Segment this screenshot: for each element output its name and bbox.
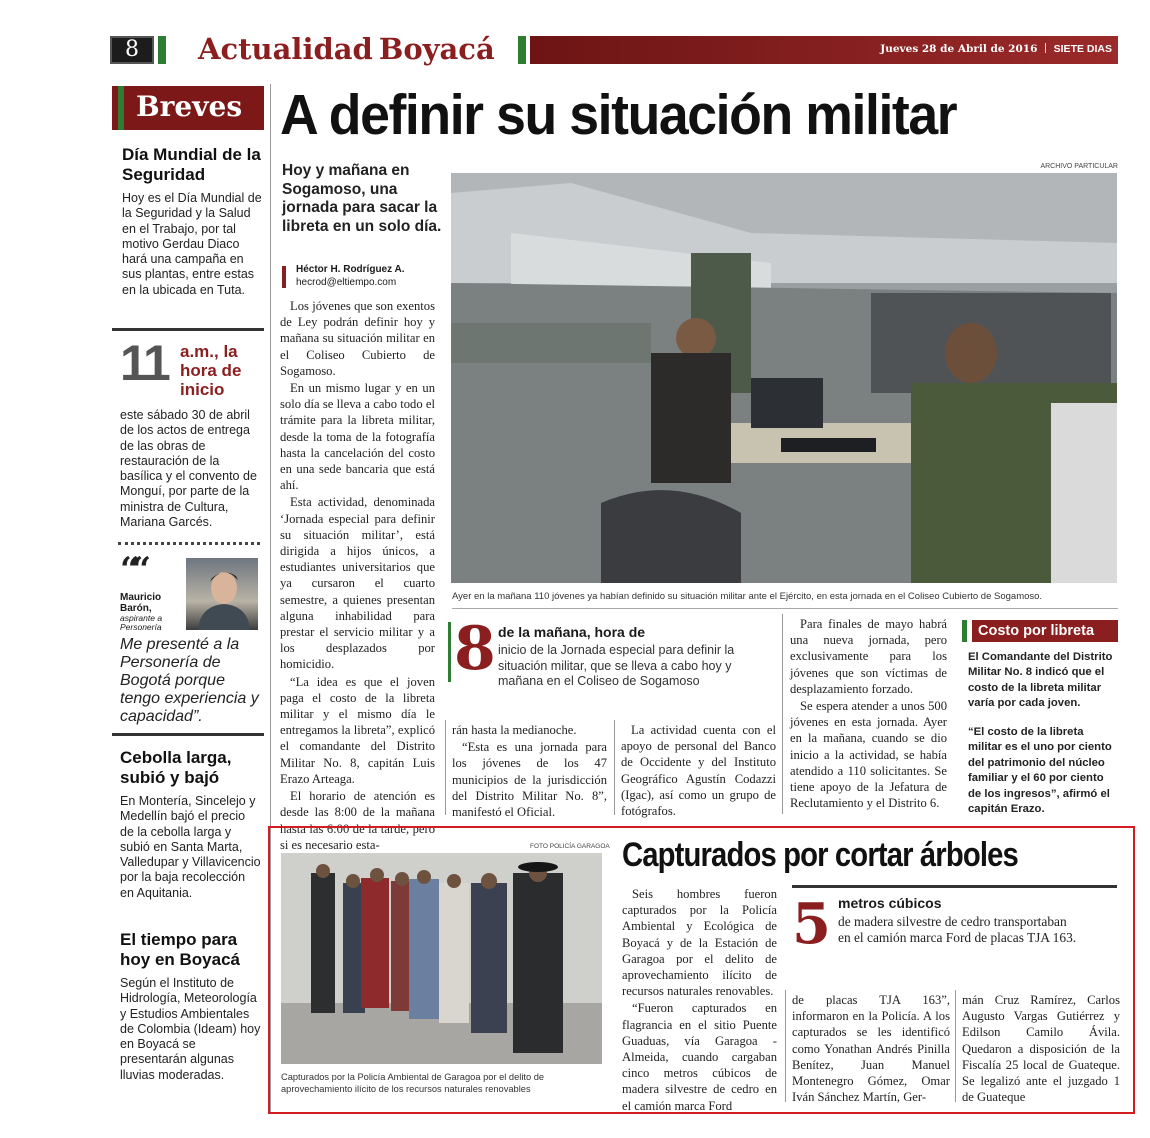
column-separator (785, 990, 786, 1102)
second-col-3 (962, 992, 1120, 1106)
brief-stat-body: este sábado 30 de abril de los actos de entrega de las obras de restauración de la basílica y el convento de Monguí, por parte de la ministra de Cultura, Mariana Garcés. (120, 408, 257, 530)
main-subhead: Hoy y mañana en Sogamoso, una jornada para sacar la libreta en un solo día. (282, 162, 442, 235)
quote-author: Mauricio Barón, (120, 592, 162, 614)
main-stat-number: 8 (454, 614, 496, 684)
paragraph: El horario de atención es desde las 8:00 de la mañana hasta las 6:00 de la tarde, pero si es necesario esta- (280, 789, 435, 852)
column-separator (782, 614, 783, 814)
second-col-2 (792, 992, 950, 1106)
page-header (110, 32, 1118, 66)
divider (112, 328, 264, 331)
quote-mark: ““ (120, 550, 144, 590)
column-separator (445, 720, 446, 815)
paragraph: de placas TJA 163”, informaron en la Policía. A los capturados se les identificó como Yonathan Andrés Pinilla Benítez, Juan Manuel Montenegro Gómez, Omar Iván Sánchez Martín, Ger- (792, 993, 950, 1105)
paper-name: SIETE DIAS (1053, 43, 1112, 55)
brief-2 (120, 748, 262, 901)
section-region: Boyacá (378, 32, 495, 66)
avatar (186, 558, 258, 630)
header-green-bar (518, 36, 526, 64)
briefs-label-box (112, 86, 264, 130)
second-col-1 (622, 886, 777, 1115)
caption-rule (452, 608, 1118, 609)
author-name: Héctor H. Rodríguez A. (296, 264, 405, 275)
brief-1-title: Día Mundial de la Seguridad (122, 145, 261, 184)
second-stat-number: 5 (792, 891, 831, 957)
quote-text: Me presenté a la Personería de Bogotá porque tengo experiencia y capacidad”. (120, 636, 259, 725)
brief-2-title: Cebolla larga, subió y bajó (120, 748, 232, 787)
paragraph: En un mismo lugar y en un solo día se lleva a cabo todo el trámite para la libreta militar, desde la toma de la fotografía hasta la cancelación del costo en una sede bancaria que está ahí. (280, 381, 435, 493)
main-col-4 (790, 616, 947, 812)
brief-3 (120, 930, 262, 1083)
divider (112, 733, 264, 736)
column-separator (614, 720, 615, 815)
paragraph: rán hasta la medianoche. (452, 723, 577, 737)
second-stat-body: de madera silvestre de cedro transportaban en el camión marca Ford de placas TJA 163. (838, 914, 1077, 946)
cost-box-body: El Comandante del Distrito Militar No. 8 indicó que el costo de la libreta militar varía por cada joven. (968, 651, 1113, 710)
brief-3-body: Según el Instituto de Hidrología, Meteorología y Estudios Ambientales de Colombia (Ideam) hoy en Boyacá se presentarán algunas lluvias moderadas. (120, 976, 261, 1082)
photo-credit: ARCHIVO PARTICULAR (1040, 163, 1118, 170)
second-photo (281, 853, 602, 1064)
header-meta (880, 43, 1112, 55)
second-caption: Capturados por la Policía Ambiental de Garagoa por el delito de aprovechamiento ilícito de los recursos naturales renovables (281, 1072, 545, 1094)
brief-3-title: El tiempo para hoy en Boyacá (120, 930, 240, 969)
brief-1-body: Hoy es el Día Mundial de la Seguridad y la Salud en el Trabajo, por tal motivo Gerdau Diaco hará una campaña en sus plantas, entre estas en la ubicada en Tuta. (122, 191, 262, 297)
brief-stat-number: 11 (120, 335, 169, 391)
paragraph: Esta actividad, denominada ‘Jornada especial para definir su situación militar’, está dirigida a hijos únicos, a estudiantes universitarios que ya cursaron el cuarto semestre, a quienes presentan alguna inhabilidad para prestar el servicio militar y a los desplazados por homicidio. (280, 495, 435, 672)
paragraph: “La idea es que el joven paga el costo de la libreta militar y el mismo día le entregamos la libreta”, explicó el comandante del Distrito Militar No. 8, capitán Luis Erazo Arteaga. (280, 674, 435, 786)
author-email: hecrod@eltiempo.com (296, 277, 397, 288)
section-name: Actualidad (198, 32, 373, 66)
paragraph: La actividad cuenta con el apoyo de personal del Banco de Occidente y del Instituto Geográfico Agustín Codazzi (Igac), así como un grupo de fotógrafos. (621, 723, 776, 819)
page-number-text: 8 (125, 37, 139, 62)
main-stat-body: inicio de la Jornada especial para definir la situación militar, que se lleva a cabo hoy y mañana en el Coliseo de Sogamoso (498, 643, 735, 688)
second-photo-credit: FOTO POLICÍA GARAGOA (530, 843, 610, 850)
main-stat-label: de la mañana, hora de (498, 624, 646, 640)
page-date: Jueves 28 de Abril de 2016 (880, 43, 1038, 55)
second-stat-label: metros cúbicos (838, 895, 942, 911)
main-caption: Ayer en la mañana 110 jóvenes ya habían definido su situación militar ante el Ejército, en esta jornada en el Coliseo Cubierto de Sogamoso. (452, 591, 1043, 602)
main-col-3 (621, 722, 776, 820)
page-number (110, 36, 154, 64)
cost-box-quote: “El costo de la libreta militar es el uno por ciento del patrimonio del núcleo familiar y el 60 por ciento de los ingresos”, afirmó el capitán Erazo. (968, 726, 1112, 816)
briefs-label: Breves (136, 90, 243, 123)
brief-2-body: En Montería, Sincelejo y Medellín bajó el precio de la cebolla larga y subió en Santa Marta, Valledupar y Villavicencio por la baja recolección en Aquitania. (120, 794, 261, 900)
paragraph: “Esta es una jornada para los jóvenes de los 47 municipios de la jurisdicción del Distrito Militar No. 8”, manifestó el Oficial. (452, 740, 607, 820)
paragraph: Seis hombres fueron capturados por la Policía Ambiental y Ecológica de Boyacá y de la Estación de Garagoa por el delito de aprovechamiento ilícito de recursos naturales renovables. (622, 887, 777, 999)
column-separator (955, 990, 956, 1102)
main-photo (451, 173, 1117, 583)
paragraph: Los jóvenes que son exentos de Ley podrán definir hoy y mañana su situación militar en el Coliseo Cubierto de Sogamoso. (280, 299, 435, 378)
cost-box-title: Costo por libreta (972, 620, 1118, 642)
brief-stat-label: a.m., la hora de inicio (180, 342, 242, 399)
paragraph: “Fueron capturados en flagrancia en el sitio Puente Guaduas, vía Garagoa - Almeida, cuando cargaban cinco metros cúbicos de madera silvestre de cedro en el camión marca Ford (622, 1001, 777, 1113)
main-col-2 (452, 722, 607, 821)
second-stat (792, 885, 1122, 985)
quote-role: aspirante a Personería (120, 613, 163, 632)
green-marker (158, 36, 166, 64)
main-col-1 (280, 298, 435, 854)
main-headline: A definir su situación militar (280, 83, 957, 147)
dotted-divider (118, 542, 260, 545)
second-headline: Capturados por cortar árboles (622, 836, 1018, 874)
paragraph: Para finales de mayo habrá una nueva jornada, pero exclusivamente para los jóvenes que son víctimas de desplazamiento forzado. (790, 617, 947, 696)
brief-1 (122, 145, 262, 298)
section-title (198, 32, 495, 66)
main-stat (448, 616, 778, 696)
paragraph: Se espera atender a unos 500 jóvenes en esta jornada. Ayer en la mañana, cuando se dio inicio a la actividad, se había atendido a 110 solicitantes. Se tiene apoyo de la Jefatura de Reclutamiento y el Distrito 6. (790, 699, 947, 811)
paragraph: mán Cruz Ramírez, Carlos Augusto Vargas Gutiérrez y Edilson Camilo Ávila. Quedaron a disposición de la Fiscalía 25 local de Guateque. Se legalizó ante el juzgado 1 de Guateque (962, 993, 1120, 1105)
